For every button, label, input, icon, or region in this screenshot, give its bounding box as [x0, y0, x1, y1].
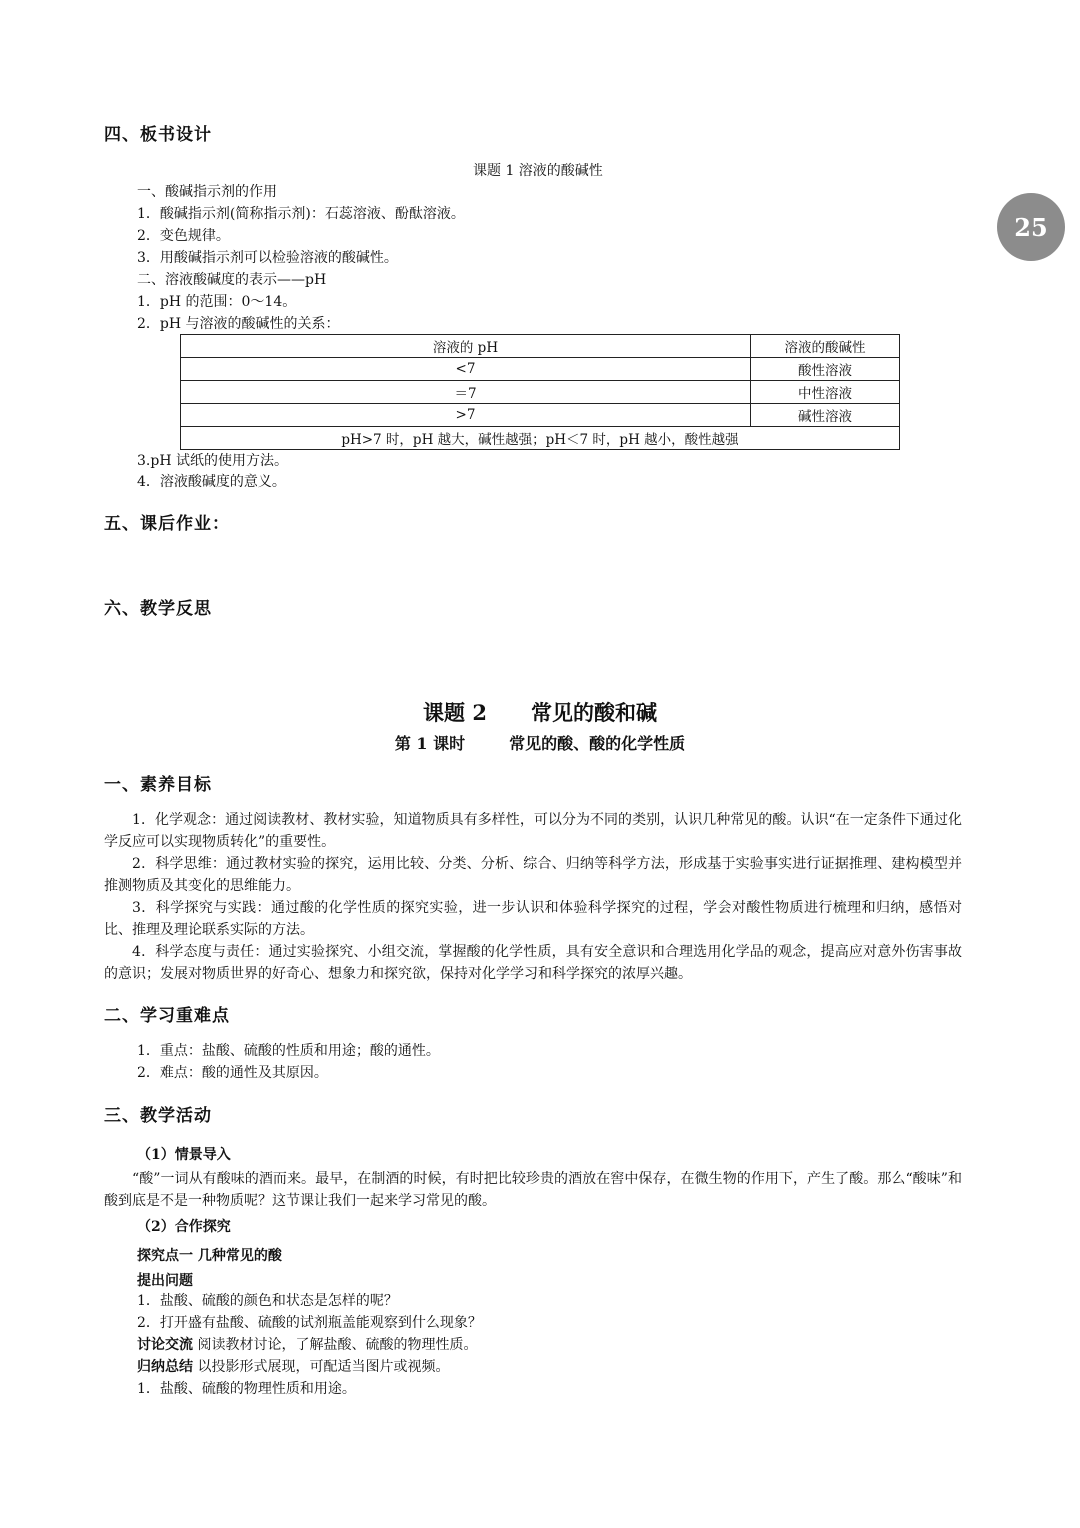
- board-line: 一、酸碱指示剂的作用: [137, 184, 277, 200]
- goal-paragraph: 4．科学态度与责任：通过实验探究、小组交流，掌握酸的化学性质，具有安全意识和合理选用化学品的观念，提高应对意外伤害事故的意识；发展对物质世界的好奇心、想象力和探究欲，保持对化学学习和科学探究的浓厚兴趣。: [104, 944, 962, 982]
- section-heading-board-design: 四、板书设计: [104, 125, 212, 145]
- section-heading-activities: 三、教学活动: [104, 1106, 212, 1126]
- ask-question-heading: 提出问题: [137, 1273, 193, 1289]
- board-line: 二、溶液酸碱度的表示——pH: [137, 272, 327, 288]
- goal-paragraph: 3．科学探究与实践：通过酸的化学性质的探究实验，进一步认识和体验科学探究的过程，学会对酸性物质进行梳理和归纳，感悟对比、推理及理论联系实际的方法。: [104, 900, 962, 938]
- summary-label: 归纳总结: [137, 1359, 193, 1375]
- board-line: 4．溶液酸碱度的意义。: [137, 474, 286, 490]
- board-title: 课题 1 溶液的酸碱性: [473, 163, 603, 179]
- discuss-line: [137, 1334, 477, 1356]
- board-line: 2．变色规律。: [137, 228, 230, 244]
- lesson-title-number: 课题 2: [423, 700, 487, 725]
- keypoint-line: 2．难点：酸的通性及其原因。: [137, 1065, 328, 1081]
- question-line: 2．打开盛有盐酸、硫酸的试剂瓶盖能观察到什么现象？: [137, 1315, 482, 1331]
- table-cell-nature: 中性溶液: [751, 381, 900, 404]
- table-header-nature: 溶液的酸碱性: [751, 335, 900, 358]
- table-row: [181, 358, 900, 381]
- table-row: [181, 404, 900, 427]
- lesson-title-name: 常见的酸和碱: [530, 700, 657, 725]
- coop-heading: （2）合作探究: [137, 1219, 231, 1235]
- intro-paragraph: “酸”一词从有酸味的酒而来。最早，在制酒的时候，有时把比较珍贵的酒放在窖中保存，在微生物的作用下，产生了酸。那么“酸味”和酸到底是不是一种物质呢？这节课让我们一起来学习常见的酸。: [104, 1171, 962, 1209]
- table-footer-note: pH>7 时，pH 越大，碱性越强；pH＜7 时，pH 越小，酸性越强: [181, 427, 900, 450]
- section-heading-reflection: 六、教学反思: [104, 599, 212, 619]
- section-heading-keypoints: 二、学习重难点: [104, 1006, 230, 1026]
- page-number-badge: 25: [997, 193, 1065, 261]
- lesson-subtitle: [0, 731, 1080, 754]
- discuss-label: 讨论交流: [137, 1337, 193, 1353]
- lesson-topic: 常见的酸、酸的化学性质: [509, 734, 686, 753]
- board-line: 3.pH 试纸的使用方法。: [137, 453, 288, 469]
- property-line: 1．盐酸、硫酸的物理性质和用途。: [137, 1381, 356, 1397]
- table-header-row: [181, 335, 900, 358]
- table-cell-ph: ＝7: [181, 381, 751, 404]
- table-cell-ph: >7: [181, 404, 751, 427]
- ph-relation-table: [180, 334, 900, 450]
- intro-heading: （1）情景导入: [137, 1147, 231, 1163]
- table-footer-row: [181, 427, 900, 450]
- goal-paragraph: 2．科学思维：通过教材实验的探究，运用比较、分类、分析、综合、归纳等科学方法，形成基于实验事实进行证据推理、建构模型并推测物质及其变化的思维能力。: [104, 856, 962, 894]
- question-line: 1．盐酸、硫酸的颜色和状态是怎样的呢？: [137, 1293, 398, 1309]
- discuss-text: 阅读教材讨论，了解盐酸、硫酸的物理性质。: [193, 1337, 478, 1353]
- summary-text: 以投影形式展现，可配适当图片或视频。: [193, 1359, 450, 1375]
- table-cell-ph: <7: [181, 358, 751, 381]
- lesson-period: 第 1 课时: [394, 734, 466, 753]
- inquiry-point-heading: 探究点一 几种常见的酸: [137, 1248, 282, 1264]
- board-line: 1．pH 的范围：0～14。: [137, 294, 297, 310]
- table-cell-nature: 碱性溶液: [751, 404, 900, 427]
- lesson-title: [0, 697, 1080, 727]
- board-line: 3．用酸碱指示剂可以检验溶液的酸碱性。: [137, 250, 398, 266]
- table-cell-nature: 酸性溶液: [751, 358, 900, 381]
- table-header-ph: 溶液的 pH: [181, 335, 751, 358]
- section-heading-homework: 五、课后作业：: [104, 514, 230, 534]
- goal-paragraph: 1．化学观念：通过阅读教材、教材实验，知道物质具有多样性，可以分为不同的类别，认识几种常见的酸。认识“在一定条件下通过化学反应可以实现物质转化”的重要性。: [104, 812, 962, 850]
- summary-line: [137, 1356, 449, 1378]
- board-line: 2．pH 与溶液的酸碱性的关系：: [137, 316, 340, 332]
- board-line: 1．酸碱指示剂(简称指示剂)：石蕊溶液、酚酞溶液。: [137, 206, 465, 222]
- table-row: [181, 381, 900, 404]
- keypoint-line: 1．重点：盐酸、硫酸的性质和用途；酸的通性。: [137, 1043, 440, 1059]
- section-heading-goals: 一、素养目标: [104, 775, 212, 795]
